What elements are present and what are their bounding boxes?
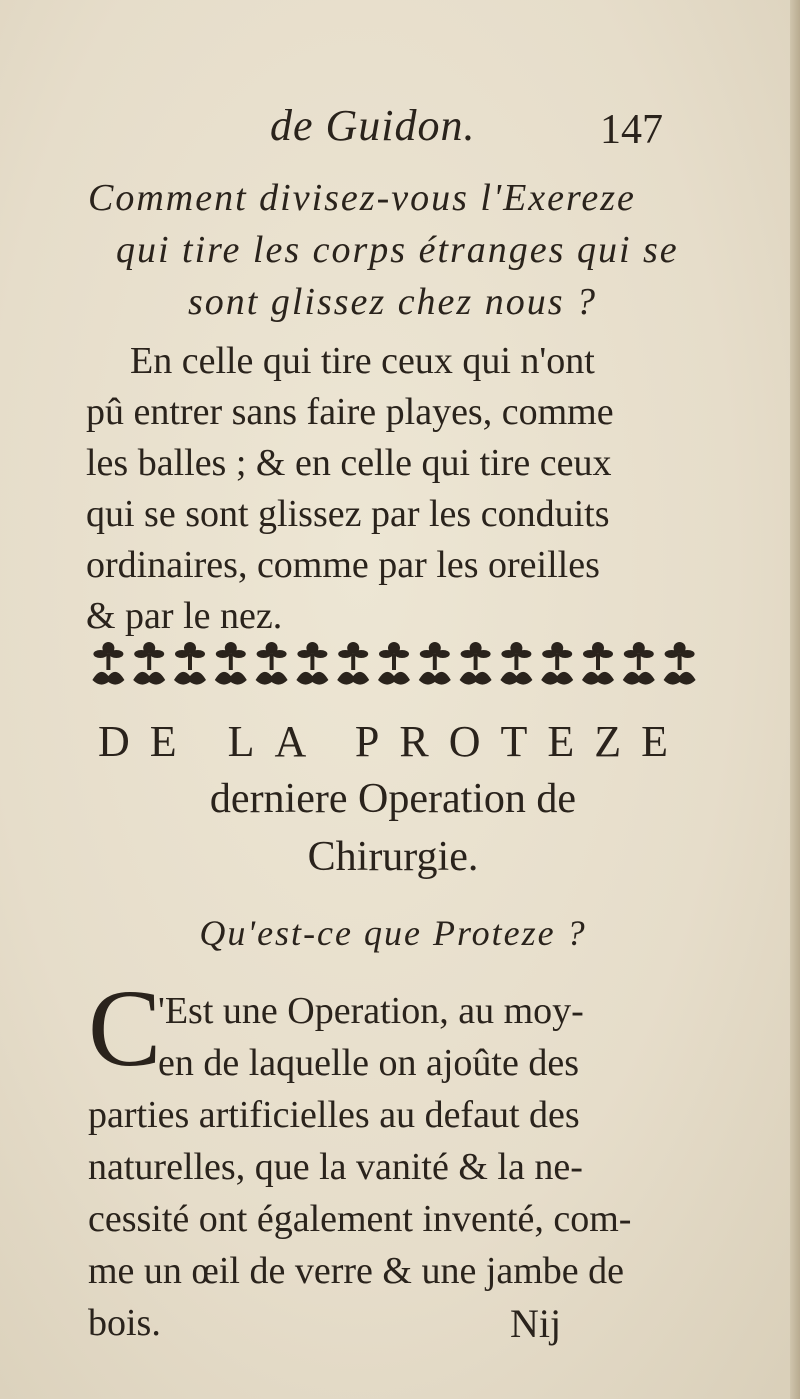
fleuron-unit <box>541 642 573 685</box>
answer-1-line: pû entrer sans faire playes, comme <box>86 391 614 433</box>
answer-1-line: qui se sont glissez par les conduits <box>86 493 610 535</box>
answer-2-line: cessité ont également inventé, com- <box>88 1198 632 1240</box>
question-1-line: Comment divisez-vous l'Exereze <box>88 177 636 219</box>
fleuron-unit <box>500 642 532 685</box>
answer-2-line: en de laquelle on ajoûte des <box>158 1042 580 1084</box>
fleuron-unit <box>215 642 247 685</box>
answer-1-line: & par le nez. <box>86 595 283 637</box>
fleuron-ornament-icon <box>88 636 700 690</box>
answer-2-line: bois. <box>88 1302 161 1344</box>
fleuron-unit <box>174 642 206 685</box>
drop-cap: C <box>88 967 162 1089</box>
question-2: Qu'est-ce que Proteze ? <box>199 913 587 953</box>
fleuron-unit <box>460 642 492 685</box>
fleuron-unit <box>296 642 328 685</box>
section-subtitle-line: Chirurgie. <box>307 834 479 880</box>
fleuron-unit <box>582 642 614 685</box>
fleuron-unit <box>623 642 655 685</box>
section-title: DE LA PROTEZE <box>98 717 688 766</box>
answer-1 <box>86 336 706 642</box>
fleuron-unit <box>378 642 410 685</box>
fleuron-unit <box>256 642 288 685</box>
page-header <box>0 100 800 160</box>
question-1-line: sont glissez chez nous ? <box>188 281 597 323</box>
answer-2 <box>88 985 708 1349</box>
fleuron-unit <box>133 642 165 685</box>
answer-2-line: naturelles, que la vanité & la ne- <box>88 1146 583 1188</box>
answer-1-line: les balles ; & en celle qui tire ceux <box>86 442 612 484</box>
section-subtitle <box>88 770 698 886</box>
fleuron-unit <box>337 642 369 685</box>
signature-mark: Nij <box>510 1301 562 1346</box>
answer-1-line: En celle qui tire ceux qui n'ont <box>130 340 595 382</box>
question-1 <box>88 172 708 328</box>
fleuron-unit <box>664 642 696 685</box>
section-subtitle-line: derniere Operation de <box>209 776 577 822</box>
page-number: 147 <box>600 107 663 153</box>
fleuron-unit <box>419 642 451 685</box>
page-edge <box>790 0 800 1399</box>
running-title: de Guidon. <box>270 101 476 150</box>
answer-2-line: parties artificielles au defaut des <box>88 1094 580 1136</box>
answer-2-line: me un œil de verre & une jambe de <box>88 1250 625 1292</box>
answer-2-line: 'Est une Operation, au moy- <box>158 990 584 1032</box>
fleuron-unit <box>92 642 124 685</box>
answer-1-line: ordinaires, comme par les oreilles <box>86 544 600 586</box>
question-1-line: qui tire les corps étranges qui se <box>116 229 679 271</box>
